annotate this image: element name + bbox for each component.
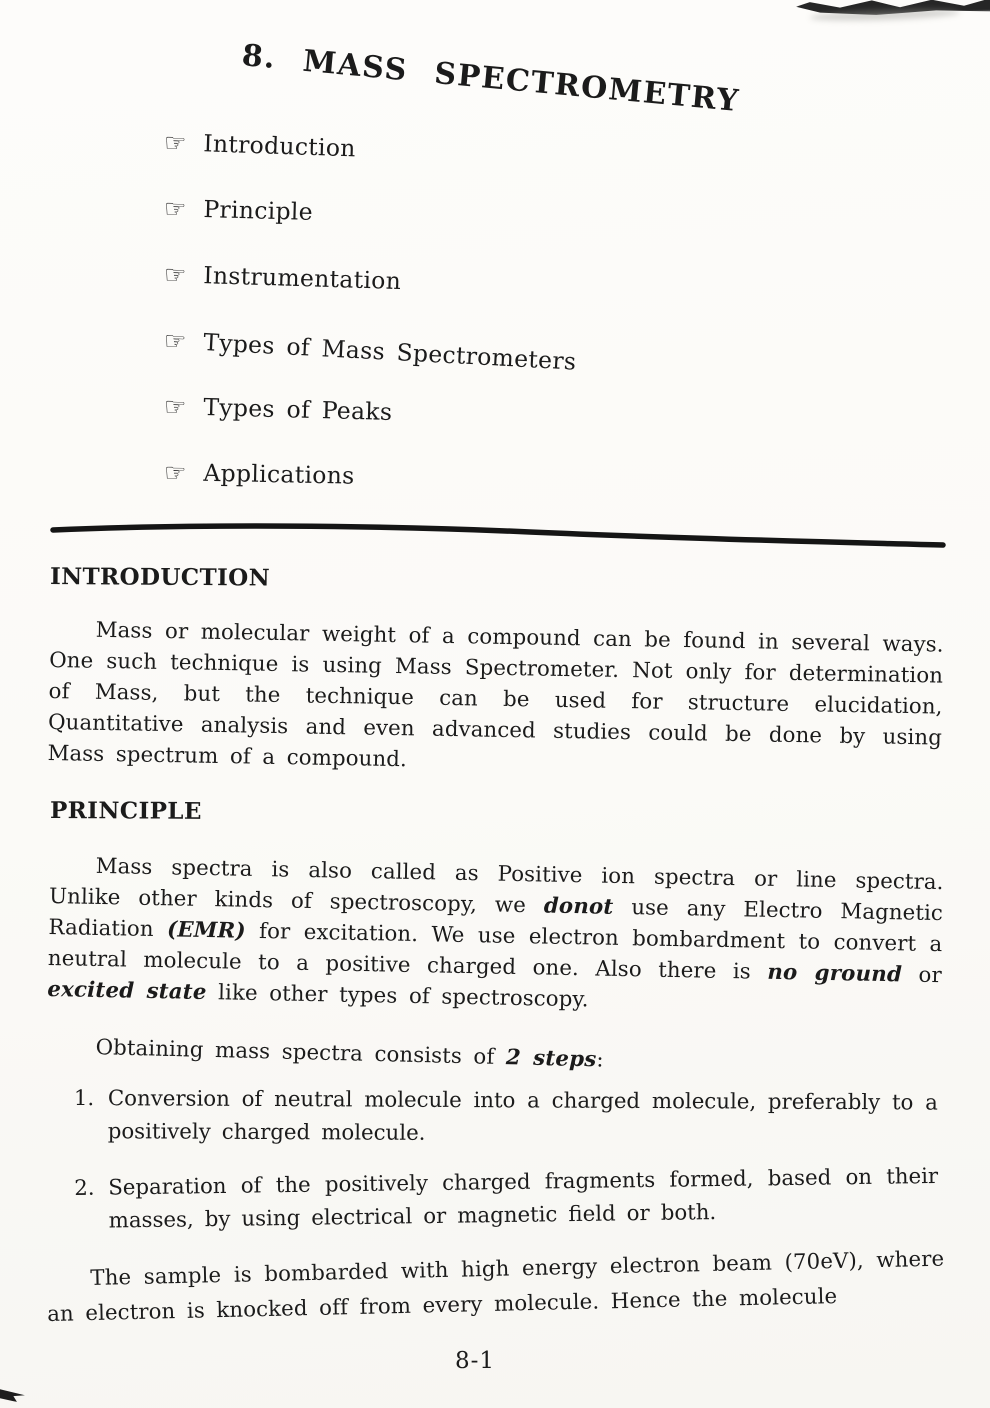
pointing-hand-icon: ☞	[163, 457, 187, 487]
step-text: Separation of the positively charged fragments formed, based on their masses, by using electrical or magnetic field or both.	[108, 1163, 939, 1234]
steps-list	[74, 1082, 944, 1238]
emphasis-emr: (EMR)	[166, 917, 246, 944]
toc-item-types-of-peaks	[164, 391, 945, 441]
principle-text-segment: like other types of spectroscopy.	[206, 980, 589, 1013]
steps-intro-segment: :	[596, 1047, 605, 1073]
step-number: 1.	[73, 1086, 95, 1112]
chapter-title: 8. MASS SPECTROMETRY	[240, 38, 742, 120]
toc-label: Types of Peaks	[203, 393, 393, 426]
toc-item-types-of-mass-spectrometers	[163, 325, 944, 396]
step-item-1	[74, 1082, 944, 1153]
toc-label: Principle	[203, 195, 314, 226]
principle-paragraph	[47, 850, 944, 1022]
emphasis-no-ground: no ground	[767, 959, 903, 988]
principle-heading: PRINCIPLE	[49, 797, 202, 825]
emphasis-donot: donot	[543, 893, 614, 920]
principle-text-segment: Mass spectra is also called as Positive ion spectra or line spectra. Unlike other kinds of spectroscopy, we	[48, 853, 944, 919]
topics-list	[163, 127, 944, 490]
steps-intro-segment: Obtaining mass spectra consists of	[95, 1035, 507, 1071]
toc-item-instrumentation	[164, 259, 945, 312]
introduction-heading: INTRODUCTION	[49, 563, 271, 592]
introduction-paragraph: Mass or molecular weight of a compound can be found in several ways. One such technique is using Mass Spectrometer. Not only for determination of Mass, but the technique can be used for structure elucidation, Quantitative analysis and even advanced studies could be done by using Mass spectrum of a compound.	[47, 617, 944, 773]
emphasis-excited-state: excited state	[47, 976, 207, 1006]
closing-paragraph: The sample is bombarded with high energy electron beam (70eV), where an electron is knocked off from every molecule. Hence the molecule	[46, 1246, 945, 1327]
principle-text-segment: for excitation. We use electron bombardment to convert a neutral molecule to a positive charged one. Also there is	[47, 918, 943, 985]
step-text: Conversion of neutral molecule into a charged molecule, preferably to a positively charged molecule.	[107, 1086, 938, 1146]
toc-label: Introduction	[202, 129, 357, 163]
toc-item-applications	[164, 457, 944, 502]
steps-intro-line	[49, 1031, 943, 1084]
page-number: 8-1	[454, 1348, 496, 1374]
principle-text-segment: use any Electro Magnetic Radiation	[48, 894, 944, 943]
step-number: 2.	[74, 1175, 95, 1201]
pointing-hand-icon: ☞	[163, 193, 187, 224]
scan-mark-bottom-left	[0, 1388, 26, 1402]
pointing-hand-icon: ☞	[163, 127, 187, 158]
toc-item-principle	[164, 193, 945, 243]
principle-text-segment: or	[901, 962, 942, 989]
toc-item-introduction	[164, 127, 945, 183]
pointing-hand-icon: ☞	[163, 391, 187, 422]
toc-label: Instrumentation	[202, 261, 402, 296]
pointing-hand-icon: ☞	[163, 259, 187, 290]
toc-label: Types of Mass Spectrometers	[202, 328, 577, 376]
emphasis-2-steps: 2 steps	[505, 1045, 597, 1073]
divider-line	[50, 523, 946, 549]
step-item-2	[74, 1160, 945, 1238]
section-divider	[50, 523, 944, 549]
toc-label: Applications	[203, 458, 355, 490]
pointing-hand-icon: ☞	[163, 325, 188, 356]
